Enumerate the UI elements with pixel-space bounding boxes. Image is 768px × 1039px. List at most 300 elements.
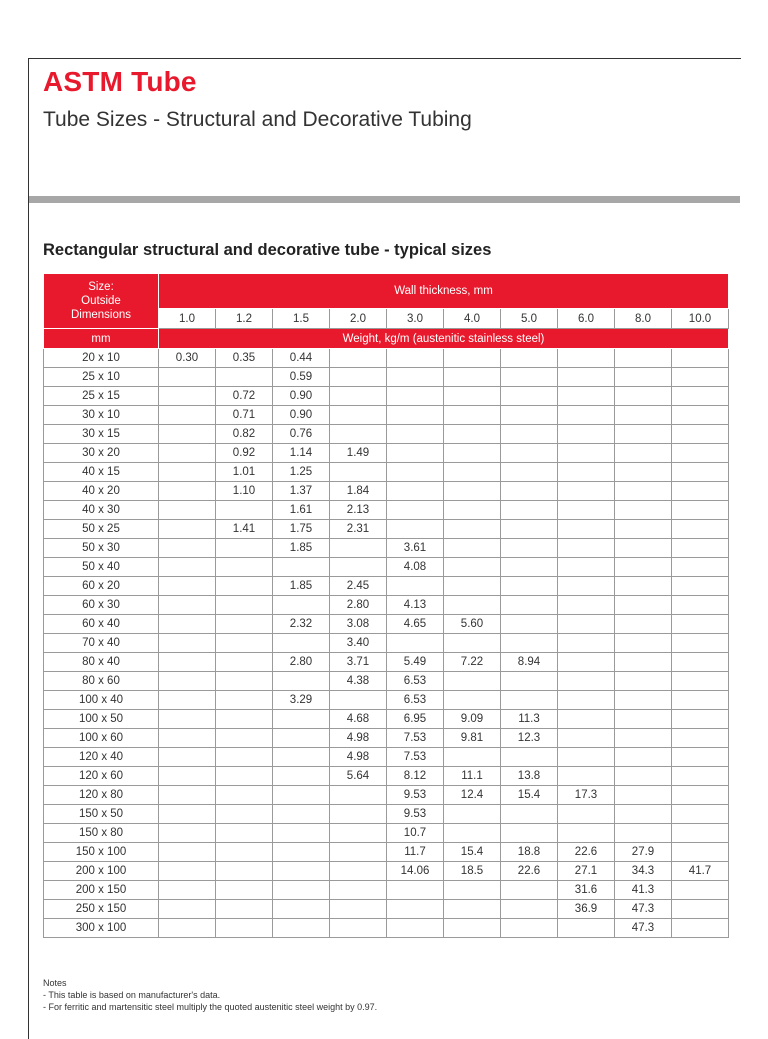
table-row	[44, 881, 729, 900]
thickness-column-header: 1.0	[159, 309, 216, 329]
weight-cell: 3.61	[387, 539, 444, 558]
weight-cell	[501, 482, 558, 501]
weight-cell: 8.12	[387, 767, 444, 786]
weight-cell	[444, 919, 501, 938]
weight-cell	[273, 900, 330, 919]
weight-cell	[672, 729, 729, 748]
weight-cell	[216, 672, 273, 691]
size-cell: 150 x 80	[44, 824, 159, 843]
weight-cell: 7.53	[387, 748, 444, 767]
size-cell: 120 x 40	[44, 748, 159, 767]
note-item: - For ferritic and martensitic steel multiply the quoted austenitic steel weight by 0.97.	[43, 1002, 378, 1012]
weight-cell: 1.14	[273, 444, 330, 463]
weight-cell	[501, 748, 558, 767]
brand-title: ASTM Tube	[43, 66, 197, 97]
weight-cell	[387, 520, 444, 539]
weight-cell: 15.4	[444, 843, 501, 862]
weight-cell	[501, 691, 558, 710]
weight-cell	[444, 596, 501, 615]
weight-cell: 0.44	[273, 349, 330, 368]
weight-cell	[387, 881, 444, 900]
size-column-header	[44, 274, 159, 329]
size-cell: 60 x 20	[44, 577, 159, 596]
weight-cell	[273, 786, 330, 805]
weight-cell	[672, 444, 729, 463]
weight-cell	[444, 444, 501, 463]
size-cell: 120 x 60	[44, 767, 159, 786]
weight-cell	[159, 425, 216, 444]
weight-cell	[558, 387, 615, 406]
size-cell: 40 x 20	[44, 482, 159, 501]
size-cell: 150 x 50	[44, 805, 159, 824]
weight-cell	[216, 634, 273, 653]
weight-cell	[444, 824, 501, 843]
weight-cell	[444, 387, 501, 406]
weight-cell	[672, 349, 729, 368]
weight-cell	[273, 919, 330, 938]
weight-cell: 14.06	[387, 862, 444, 881]
table-row	[44, 691, 729, 710]
weight-cell: 7.22	[444, 653, 501, 672]
size-cell: 250 x 150	[44, 900, 159, 919]
weight-cell	[159, 482, 216, 501]
weight-cell	[444, 691, 501, 710]
weight-cell	[159, 634, 216, 653]
weight-cell	[387, 387, 444, 406]
table-row	[44, 653, 729, 672]
weight-cell	[558, 463, 615, 482]
weight-cell	[159, 691, 216, 710]
weight-cell: 1.75	[273, 520, 330, 539]
weight-cell	[159, 577, 216, 596]
weight-cell	[216, 824, 273, 843]
thickness-column-header: 6.0	[558, 309, 615, 329]
weight-cell	[387, 577, 444, 596]
weight-cell	[387, 368, 444, 387]
weight-cell	[615, 691, 672, 710]
weight-cell	[216, 501, 273, 520]
weight-cell: 17.3	[558, 786, 615, 805]
table-row	[44, 919, 729, 938]
weight-cell	[615, 425, 672, 444]
weight-cell: 2.32	[273, 615, 330, 634]
weight-cell	[273, 843, 330, 862]
weight-cell: 1.85	[273, 539, 330, 558]
weight-cell: 4.98	[330, 729, 387, 748]
weight-cell	[159, 862, 216, 881]
table-row	[44, 425, 729, 444]
weight-cell	[672, 501, 729, 520]
weight-cell	[558, 710, 615, 729]
weight-cell: 4.13	[387, 596, 444, 615]
weight-cell: 0.59	[273, 368, 330, 387]
page-subtitle: Tube Sizes - Structural and Decorative Tubing	[43, 108, 472, 131]
weight-cell	[672, 387, 729, 406]
weight-cell: 3.40	[330, 634, 387, 653]
weight-cell	[501, 558, 558, 577]
table-row	[44, 368, 729, 387]
weight-cell	[216, 596, 273, 615]
weight-cell	[501, 539, 558, 558]
weight-cell	[273, 767, 330, 786]
weight-cell	[615, 824, 672, 843]
weight-cell	[501, 672, 558, 691]
weight-cell: 22.6	[558, 843, 615, 862]
table-row	[44, 862, 729, 881]
weight-cell	[159, 729, 216, 748]
weight-cell: 36.9	[558, 900, 615, 919]
weight-cell	[216, 710, 273, 729]
weight-cell	[216, 368, 273, 387]
weight-cell	[159, 824, 216, 843]
weight-cell: 11.3	[501, 710, 558, 729]
weight-cell	[672, 463, 729, 482]
weight-cell: 15.4	[501, 786, 558, 805]
thickness-column-header: 8.0	[615, 309, 672, 329]
weight-cell: 1.41	[216, 520, 273, 539]
weight-cell	[273, 596, 330, 615]
thickness-column-header: 10.0	[672, 309, 729, 329]
size-cell: 200 x 100	[44, 862, 159, 881]
weight-cell	[558, 653, 615, 672]
weight-cell: 11.7	[387, 843, 444, 862]
weight-cell	[159, 406, 216, 425]
weight-cell	[444, 748, 501, 767]
weight-cell	[615, 520, 672, 539]
weight-cell: 1.84	[330, 482, 387, 501]
weight-cell: 3.29	[273, 691, 330, 710]
weight-cell	[387, 919, 444, 938]
weight-cell	[672, 577, 729, 596]
weight-cell	[159, 881, 216, 900]
weight-cell	[558, 539, 615, 558]
weight-cell: 2.31	[330, 520, 387, 539]
weight-cell	[672, 748, 729, 767]
weight-cell	[444, 349, 501, 368]
weight-cell: 4.68	[330, 710, 387, 729]
weight-cell	[615, 710, 672, 729]
table-row	[44, 615, 729, 634]
weight-cell	[501, 900, 558, 919]
size-cell: 25 x 15	[44, 387, 159, 406]
weight-cell	[615, 748, 672, 767]
note-item: - This table is based on manufacturer's data.	[43, 990, 221, 1000]
weight-cell	[387, 349, 444, 368]
table-row	[44, 520, 729, 539]
weight-cell: 31.6	[558, 881, 615, 900]
weight-cell	[159, 596, 216, 615]
weight-cell	[444, 501, 501, 520]
tube-table-body	[44, 349, 729, 938]
weight-cell	[330, 900, 387, 919]
size-cell: 60 x 40	[44, 615, 159, 634]
weight-header: Weight, kg/m (austenitic stainless steel)	[159, 329, 729, 349]
weight-cell	[159, 805, 216, 824]
weight-cell	[216, 691, 273, 710]
weight-cell	[330, 862, 387, 881]
weight-cell	[558, 824, 615, 843]
weight-cell: 9.09	[444, 710, 501, 729]
table-row	[44, 824, 729, 843]
weight-cell	[501, 634, 558, 653]
weight-cell	[387, 482, 444, 501]
weight-cell	[216, 577, 273, 596]
weight-cell: 1.61	[273, 501, 330, 520]
tube-sizes-table	[43, 273, 729, 938]
weight-cell: 1.25	[273, 463, 330, 482]
size-cell: 150 x 100	[44, 843, 159, 862]
weight-cell	[615, 501, 672, 520]
weight-cell	[501, 444, 558, 463]
weight-cell	[558, 767, 615, 786]
table-row	[44, 482, 729, 501]
weight-cell	[387, 463, 444, 482]
weight-cell	[273, 729, 330, 748]
weight-cell	[558, 691, 615, 710]
size-cell: 40 x 15	[44, 463, 159, 482]
header-divider	[29, 196, 740, 203]
notes	[43, 977, 377, 1013]
weight-cell	[159, 672, 216, 691]
weight-cell	[216, 748, 273, 767]
weight-cell	[444, 558, 501, 577]
weight-cell	[672, 919, 729, 938]
table-row	[44, 387, 729, 406]
weight-cell	[159, 919, 216, 938]
weight-cell	[615, 615, 672, 634]
weight-cell	[615, 767, 672, 786]
weight-cell	[159, 786, 216, 805]
size-cell: 30 x 20	[44, 444, 159, 463]
weight-cell	[501, 368, 558, 387]
weight-cell	[216, 558, 273, 577]
table-row	[44, 577, 729, 596]
weight-cell: 22.6	[501, 862, 558, 881]
weight-cell	[558, 368, 615, 387]
thickness-column-header: 5.0	[501, 309, 558, 329]
size-cell: 20 x 10	[44, 349, 159, 368]
size-cell: 30 x 15	[44, 425, 159, 444]
weight-cell: 3.08	[330, 615, 387, 634]
weight-cell	[558, 634, 615, 653]
weight-cell: 2.45	[330, 577, 387, 596]
weight-cell	[216, 843, 273, 862]
weight-cell	[672, 881, 729, 900]
weight-cell	[672, 843, 729, 862]
weight-cell	[672, 520, 729, 539]
weight-cell: 0.72	[216, 387, 273, 406]
weight-cell	[672, 539, 729, 558]
weight-cell	[444, 368, 501, 387]
size-cell: 25 x 10	[44, 368, 159, 387]
weight-cell	[330, 406, 387, 425]
weight-cell	[330, 387, 387, 406]
weight-cell	[330, 824, 387, 843]
weight-cell: 41.7	[672, 862, 729, 881]
weight-cell: 0.92	[216, 444, 273, 463]
weight-cell	[558, 558, 615, 577]
weight-cell	[159, 653, 216, 672]
weight-cell	[558, 444, 615, 463]
weight-cell	[615, 368, 672, 387]
weight-cell: 0.90	[273, 406, 330, 425]
weight-cell	[330, 349, 387, 368]
weight-cell	[558, 748, 615, 767]
weight-cell	[444, 406, 501, 425]
weight-cell	[444, 463, 501, 482]
weight-cell	[159, 748, 216, 767]
table-row	[44, 539, 729, 558]
weight-cell	[159, 558, 216, 577]
table-row	[44, 900, 729, 919]
weight-cell	[330, 919, 387, 938]
size-cell: 60 x 30	[44, 596, 159, 615]
weight-cell	[216, 786, 273, 805]
size-cell: 100 x 60	[44, 729, 159, 748]
weight-cell	[159, 463, 216, 482]
weight-cell: 12.3	[501, 729, 558, 748]
weight-cell	[444, 482, 501, 501]
weight-cell	[672, 425, 729, 444]
weight-cell	[159, 387, 216, 406]
weight-cell: 2.80	[330, 596, 387, 615]
weight-cell	[615, 653, 672, 672]
weight-cell: 8.94	[501, 653, 558, 672]
weight-cell	[672, 653, 729, 672]
weight-cell: 0.76	[273, 425, 330, 444]
weight-cell: 11.1	[444, 767, 501, 786]
weight-cell	[159, 900, 216, 919]
weight-cell	[159, 539, 216, 558]
size-header-line: Outside	[81, 295, 121, 307]
weight-cell: 47.3	[615, 919, 672, 938]
thickness-column-header: 1.2	[216, 309, 273, 329]
size-cell: 40 x 30	[44, 501, 159, 520]
notes-title: Notes	[43, 978, 67, 988]
weight-cell	[672, 482, 729, 501]
weight-cell: 4.38	[330, 672, 387, 691]
weight-cell: 9.53	[387, 786, 444, 805]
weight-cell	[444, 425, 501, 444]
table-row	[44, 349, 729, 368]
weight-cell	[216, 919, 273, 938]
weight-cell	[273, 805, 330, 824]
weight-cell: 9.53	[387, 805, 444, 824]
weight-cell: 5.49	[387, 653, 444, 672]
weight-cell	[558, 596, 615, 615]
weight-cell	[558, 805, 615, 824]
weight-cell	[501, 387, 558, 406]
weight-cell	[330, 691, 387, 710]
weight-cell	[330, 881, 387, 900]
size-cell: 80 x 60	[44, 672, 159, 691]
table-row	[44, 729, 729, 748]
size-cell: 300 x 100	[44, 919, 159, 938]
thickness-column-header: 3.0	[387, 309, 444, 329]
weight-cell	[672, 805, 729, 824]
weight-cell	[501, 520, 558, 539]
table-row	[44, 767, 729, 786]
weight-cell: 3.71	[330, 653, 387, 672]
size-cell: 70 x 40	[44, 634, 159, 653]
weight-cell: 4.08	[387, 558, 444, 577]
weight-cell	[330, 463, 387, 482]
weight-cell	[615, 805, 672, 824]
table-row	[44, 634, 729, 653]
weight-cell: 1.37	[273, 482, 330, 501]
weight-cell	[387, 634, 444, 653]
weight-cell	[501, 596, 558, 615]
weight-cell	[159, 520, 216, 539]
weight-cell	[273, 862, 330, 881]
weight-cell	[273, 710, 330, 729]
weight-cell	[615, 672, 672, 691]
weight-cell	[501, 577, 558, 596]
weight-cell	[672, 672, 729, 691]
weight-cell	[273, 748, 330, 767]
weight-cell	[615, 444, 672, 463]
weight-cell	[216, 881, 273, 900]
thickness-column-header: 4.0	[444, 309, 501, 329]
weight-cell	[672, 634, 729, 653]
weight-cell	[216, 767, 273, 786]
wall-thickness-header: Wall thickness, mm	[159, 274, 729, 309]
table-row	[44, 501, 729, 520]
weight-cell	[387, 444, 444, 463]
weight-cell	[387, 425, 444, 444]
weight-cell	[330, 368, 387, 387]
weight-cell	[501, 463, 558, 482]
weight-cell	[558, 520, 615, 539]
weight-cell: 6.53	[387, 672, 444, 691]
weight-cell: 7.53	[387, 729, 444, 748]
weight-cell: 6.53	[387, 691, 444, 710]
table-row	[44, 843, 729, 862]
weight-cell	[501, 406, 558, 425]
table-row	[44, 558, 729, 577]
size-cell: 120 x 80	[44, 786, 159, 805]
weight-cell	[672, 900, 729, 919]
weight-cell: 13.8	[501, 767, 558, 786]
table-row	[44, 805, 729, 824]
size-header-line: Dimensions	[70, 309, 132, 321]
weight-cell	[330, 786, 387, 805]
size-cell: 50 x 25	[44, 520, 159, 539]
weight-cell	[558, 425, 615, 444]
weight-cell	[672, 767, 729, 786]
weight-cell	[672, 710, 729, 729]
weight-cell: 2.13	[330, 501, 387, 520]
weight-cell	[273, 824, 330, 843]
size-cell: 80 x 40	[44, 653, 159, 672]
weight-cell: 10.7	[387, 824, 444, 843]
weight-cell	[216, 900, 273, 919]
table-row	[44, 748, 729, 767]
weight-cell	[672, 691, 729, 710]
weight-cell	[444, 672, 501, 691]
weight-cell	[444, 520, 501, 539]
weight-cell: 5.64	[330, 767, 387, 786]
weight-cell	[558, 501, 615, 520]
weight-cell: 12.4	[444, 786, 501, 805]
size-cell: 100 x 40	[44, 691, 159, 710]
weight-cell	[615, 786, 672, 805]
table-row	[44, 406, 729, 425]
weight-cell	[501, 824, 558, 843]
weight-cell: 5.60	[444, 615, 501, 634]
weight-cell	[159, 767, 216, 786]
weight-cell	[558, 729, 615, 748]
